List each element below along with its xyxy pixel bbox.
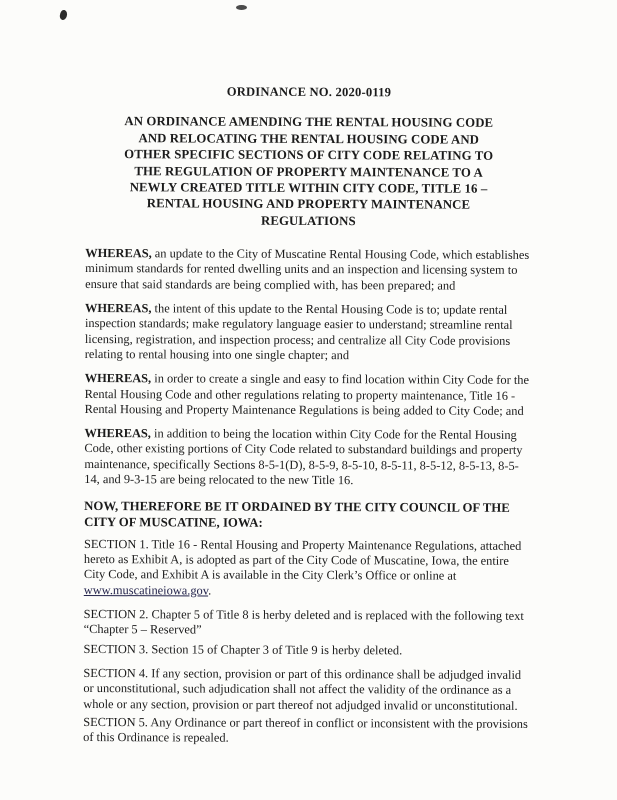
whereas-clause-4 bbox=[84, 426, 530, 489]
title-line: THE REGULATION OF PROPERTY MAINTENANCE TO A bbox=[134, 163, 483, 180]
document-title bbox=[85, 113, 531, 230]
title-line: OTHER SPECIFIC SECTIONS OF CITY CODE RELATING TO bbox=[124, 147, 494, 163]
whereas-text: in addition to being the location within City Code for the Rental Housing Code, other existing portions of City Code related to substandard buildings and property maintenance, specifically Sections 8-5-1(D), 8-5-9, 8-5-10, 8-5-11, 8-5-12, 8-5-13, 8-5-14, and 9-3-15 are being relocated to the new Title 16. bbox=[84, 426, 523, 488]
whereas-lead: WHEREAS, bbox=[84, 371, 152, 386]
whereas-text: an update to the City of Muscatine Rental Housing Code, which establishes minimum standards for rented dwelling units and an inspection and licensing system to ensure that said standards are being complied with, has been prepared; and bbox=[85, 246, 530, 293]
whereas-clause-3 bbox=[85, 371, 531, 419]
section-3: SECTION 3. Section 15 of Chapter 3 of Title 9 is herby deleted. bbox=[83, 641, 403, 658]
title-line: REGULATIONS bbox=[261, 213, 356, 228]
ordinance-number: ORDINANCE NO. 2020-0119 bbox=[226, 84, 392, 100]
section-1-text: SECTION 1. Title 16 - Rental Housing and Property Maintenance Regulations, attached hereto as Exhibit A, is adopted as part of the City Code of Muscatine, Iowa, the entire City Code, and Exhibit A is available in the City Clerk’s Office or online at bbox=[83, 536, 522, 584]
whereas-text: in order to create a single and easy to find location within City Code for the Rental Housing Code and other regulations relating to property maintenance, Title 16 - Rental Housing and Property Maintenance Regulations is being added to City Code; and bbox=[84, 371, 530, 418]
whereas-clause-1 bbox=[85, 246, 531, 294]
muscatineiowa-link[interactable]: www.muscatineiowa.gov bbox=[83, 582, 209, 598]
whereas-lead: WHEREAS, bbox=[84, 426, 151, 441]
whereas-lead: WHEREAS, bbox=[85, 246, 152, 261]
scan-artifact bbox=[236, 5, 247, 10]
section-1 bbox=[84, 537, 530, 600]
ordained-clause: NOW, THEREFORE BE IT ORDAINED BY THE CITY COUNCIL OF THE CITY OF MUSCATINE, IOWA: bbox=[84, 499, 510, 530]
title-line: NEWLY CREATED TITLE WITHIN CITY CODE, TITLE 16 – bbox=[129, 180, 488, 196]
section-2: SECTION 2. Chapter 5 of Title 8 is herby deleted and is replaced with the following text “Chapter 5 – Reserved” bbox=[83, 607, 524, 637]
section-1-period: . bbox=[208, 583, 212, 598]
whereas-text: the intent of this update to the Rental Housing Code is to; update rental inspection standards; make regulatory language easier to understand; streamline rental licensing, registration, and inspection process; and centralize all City Code provisions relating to rental housing into one single chapter; and bbox=[84, 301, 513, 363]
whereas-clause-2 bbox=[85, 301, 531, 364]
document-content bbox=[83, 84, 532, 747]
section-4: SECTION 4. If any section, provision or part of this ordinance shall be adjudged invalid or unconstitutional, such adjudication shall not affect the validity of the ordinance as a whole or any section, provision or part thereof not adjudged invalid or unconstitutional. bbox=[83, 665, 522, 713]
whereas-lead: WHEREAS, bbox=[84, 301, 152, 316]
title-line: AN ORDINANCE AMENDING THE RENTAL HOUSING CODE bbox=[124, 114, 494, 131]
section-5: SECTION 5. Any Ordinance or part thereof in conflict or inconsistent with the provisions of this Ordinance is repealed. bbox=[83, 714, 528, 745]
scan-artifact bbox=[59, 9, 69, 21]
title-line: AND RELOCATING THE RENTAL HOUSING CODE AND bbox=[138, 130, 480, 147]
title-line: RENTAL HOUSING AND PROPERTY MAINTENANCE bbox=[146, 196, 471, 213]
